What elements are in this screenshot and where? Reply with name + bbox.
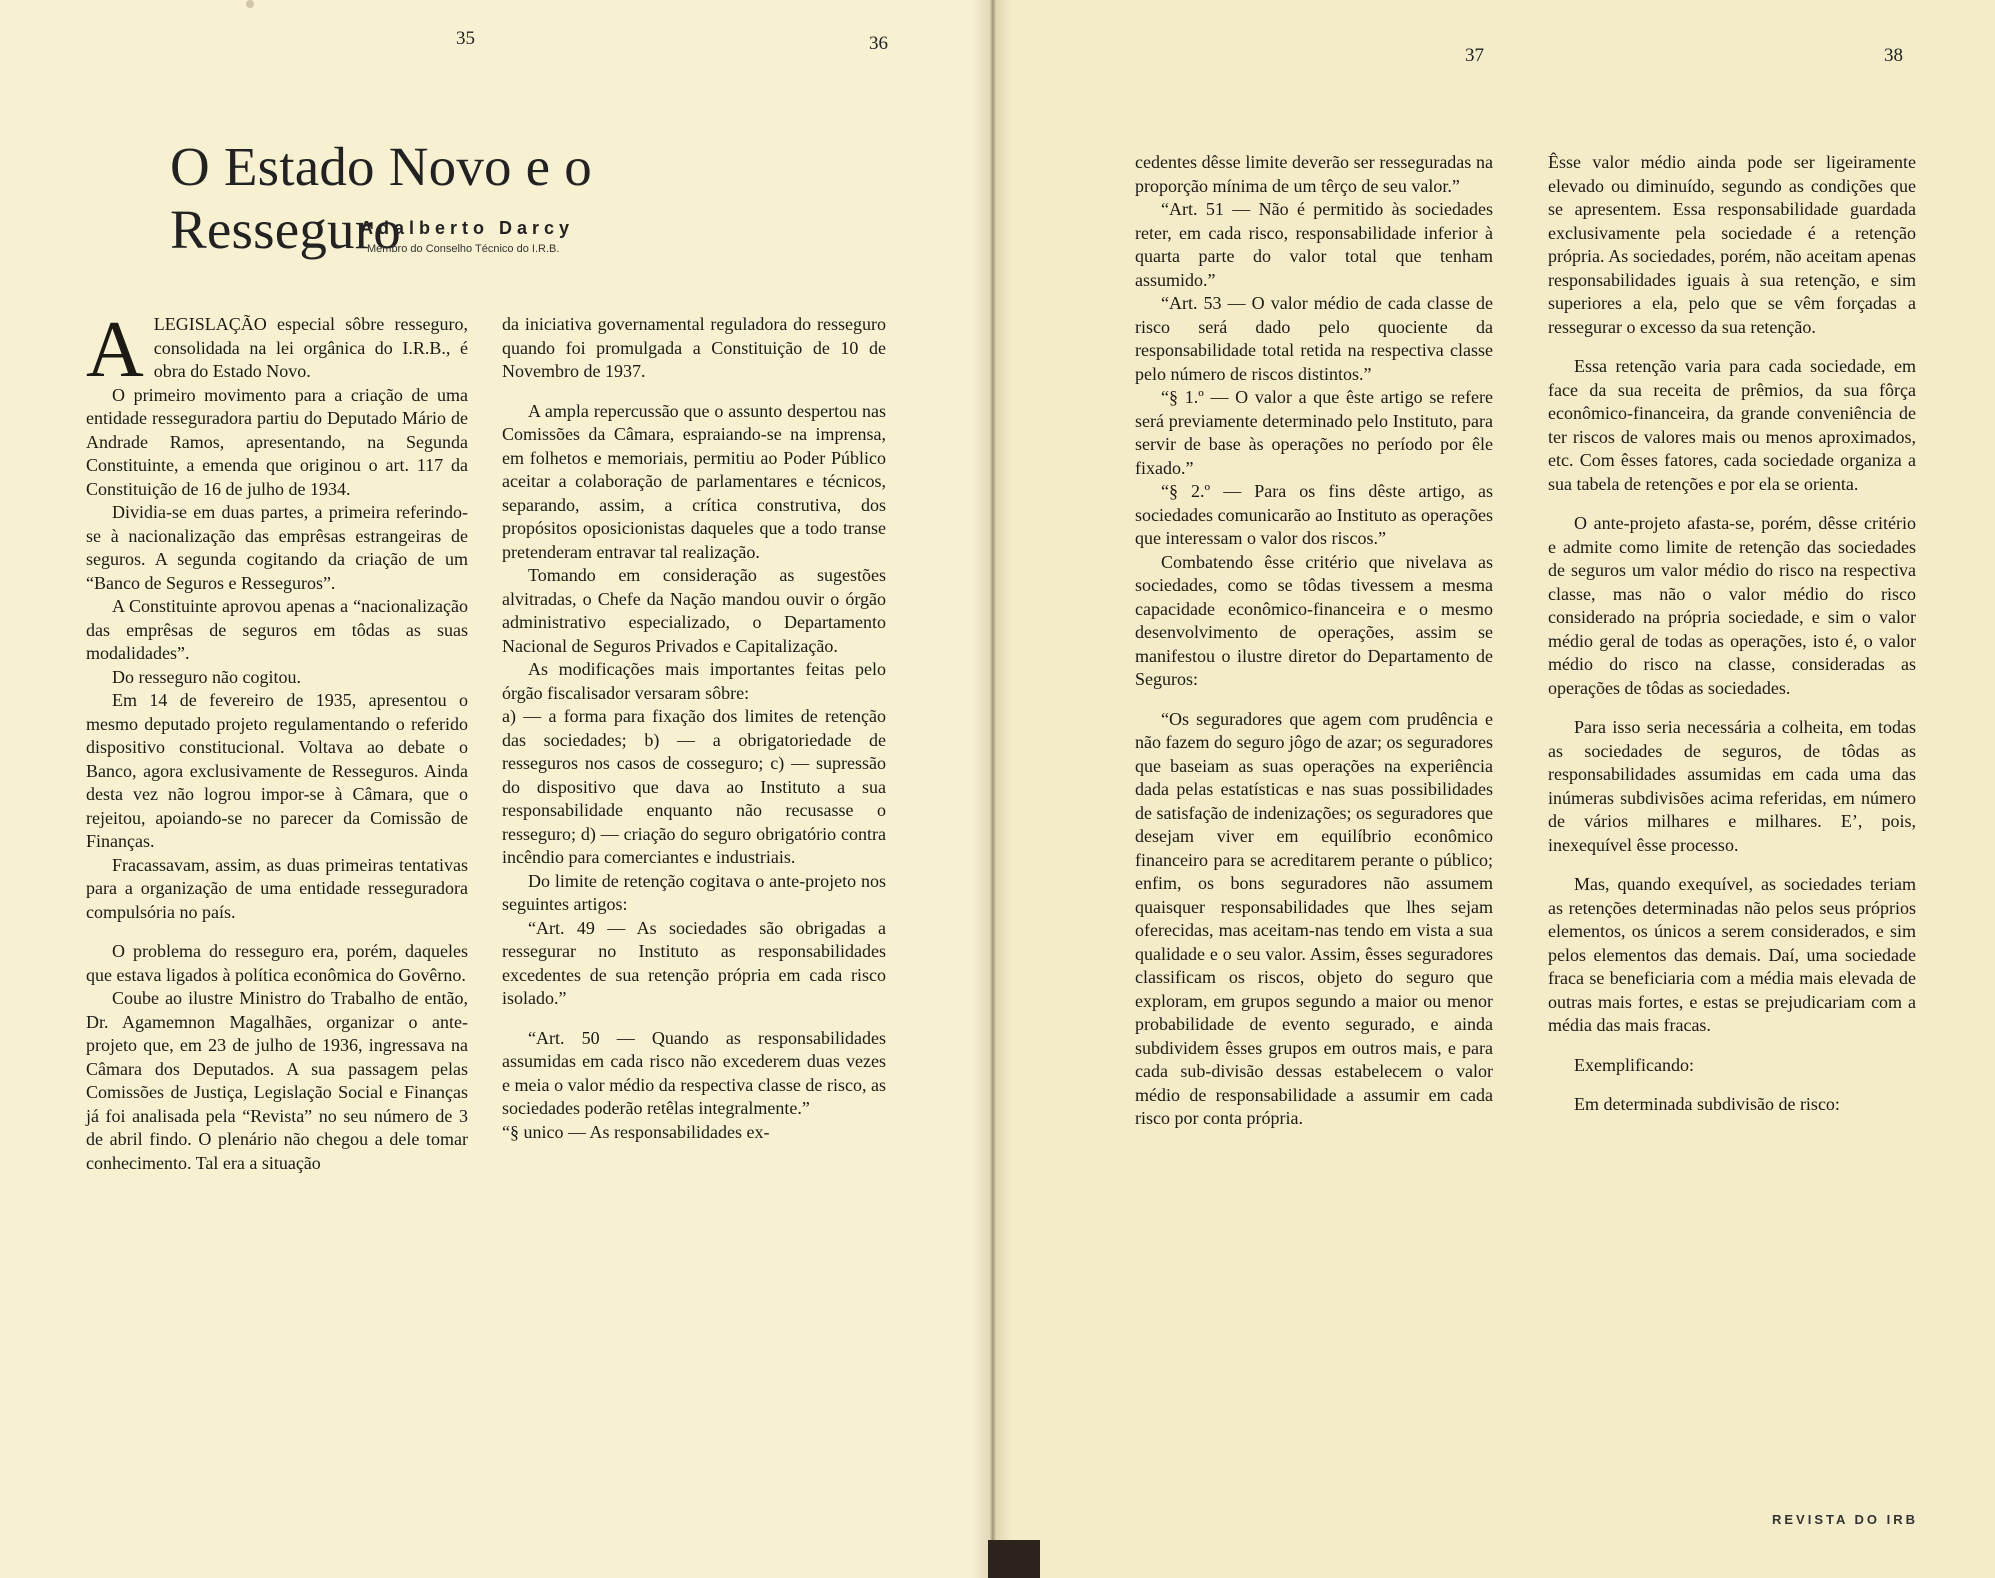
page-number-37: 37 [1465,45,1484,66]
page-number-35: 35 [456,28,475,49]
binding-gutter [972,0,1012,1578]
paragraph: a) — a forma para fixação dos limites de retenção das sociedades; b) — a obrigatoriedade de resseguros nos casos de cosseguro; c) — supressão do dispositivo que dava ao Instituto a sua responsabilidade enquanto não recusasse o resseguro; d) — criação do seguro obrigatório contra incêndio para comerciantes e industriais. [502,706,886,867]
quote-paragraph: “Os seguradores que agem com prudência e não fazem do seguro jôgo de azar; os seguradores que baseiam as suas operações na experiência dada pelas estatísticas e nas suas possibilidades de satisfação de indenizações; os seguradores que desejam viver em equilíbrio econômico financeiro para se acreditarem perante o público; enfim, os bons seguradores não assumem quaisquer responsabilidades que lhes sejam oferecidas, mas aceitam-nas tendo em vista a sua qualidade e o seu valor. Assim, êsses seguradores classificam os riscos, objeto do seguro que exploram, em grupos segundo a maior ou menor probabilidade de evento segurado, e ainda subdividem êsses grupos em outros mais, e para cada sub-divisão dessas estabelecem o valor médio de responsabilidade a assumir em cada risco por conta própria. [1135,708,1493,1128]
text-column-4 [1548,151,1916,1117]
page-number-38: 38 [1884,45,1903,66]
binding-shadow [988,1540,1040,1578]
paragraph: Mas, quando exequível, as sociedades teriam as retenções determinadas não pelos seus próprios elementos, os únicos a serem considerados, e sim pelos elementos das demais. Daí, uma sociedade fraca se beneficiaria com a média mais elevada de outras mais fortes, e estas se prejudicariam com a média das mais fracas. [1548,874,1916,1035]
quote-paragraph: “§ 2.º — Para os fins dêste artigo, as sociedades comunicarão ao Instituto as operações que interessam o valor dos riscos.” [1135,481,1493,548]
paragraph: As modificações mais importantes feitas pelo órgão fiscalisador versaram sôbre: [502,659,886,703]
paragraph: Coube ao ilustre Ministro do Trabalho de então, Dr. Agamemnon Magalhães, organizar o ante-projeto que, em 23 de julho de 1936, ingressava na Câmara dos Deputados. A sua passagem pelas Comissões de Justiça, Legislação Social e Finanças já foi analisada pela “Revista” no seu número de 3 de abril findo. O plenário não chegou a dele tomar conhecimento. Tal era a situação [86,988,468,1173]
paragraph: A LEGISLAÇÃO especial sôbre resseguro, consolidada na lei orgânica do I.R.B., é obra do Estado Novo. [86,306,468,394]
paper-speck [246,0,254,8]
paragraph: Essa retenção varia para cada sociedade, em face da sua receita de prêmios, da sua fôrça econômico-financeira, da grande conveniência de ter riscos de valores mais ou menos aproximados, etc. Com êsses fatores, cada sociedade organiza a sua tabela de retenções e por ela se orienta. [1548,356,1916,494]
paragraph: Em determinada subdivisão de risco: [1574,1094,1840,1114]
quote-paragraph: “Art. 53 — O valor médio de cada classe de risco será dado pelo quociente da responsabilidade total retida na respectiva classe pelo número de riscos distintos.” [1135,293,1493,384]
article-title: O Estado Novo e o Resseguro [170,136,592,260]
paragraph: O primeiro movimento para a criação de uma entidade resseguradora partiu do Deputado Mário de Andrade Ramos, apresentando, na Segunda Constituinte, a emenda que originou o art. 117 da Constituição de 16 de julho de 1934. [86,384,468,499]
paragraph: Exemplificando: [1574,1054,1694,1075]
paragraph: Para isso seria necessária a colheita, em todas as sociedades de seguros, de tôdas as responsabilidades assumidas em cada uma das inúmeras subdivisões acima referidas, em número de vários milhares e milhares. E’, pois, inexequível êsse processo. [1548,717,1916,855]
paragraph: Fracassavam, assim, as duas primeiras tentativas para a organização de uma entidade resseguradora compulsória no país. [86,854,468,922]
paragraph: Êsse valor médio ainda pode ser ligeiramente elevado ou diminuído, segundo as condições que se apresentem. Essa responsabilidade guardada exclusivamente pela sociedade é a retenção própria. As sociedades, porém, não aceitam apenas responsabilidades iguais à sua retenção, e sim superiores a ela, pelo que se vêm forçadas a ressegurar o excesso da sua retenção. [1548,152,1916,337]
quote-paragraph: “§ 1.º — O valor a que êste artigo se refere será previamente determinado pelo Instituto, para servir de base às operações no período por êle fixado.” [1135,387,1493,478]
paragraph: A Constituinte aprovou apenas a “nacionalização das emprêsas de seguros em tôdas as suas modalidades”. [86,596,468,663]
text-column-2 [502,313,886,1144]
paragraph: Dividia-se em duas partes, a primeira referindo-se à nacionalização das emprêsas estrangeiras de seguros. A segunda cogitando da criação de um “Banco de Seguros e Resseguros”. [86,502,468,593]
text-column-3 [1135,151,1493,1131]
quote-paragraph: “Art. 49 — As sociedades são obrigadas a ressegurar no Instituto as responsabilidades excedentes de sua retenção própria em cada risco isolado.” [502,917,886,1008]
paragraph: O ante-projeto afasta-se, porém, dêsse critério e admite como limite de retenção das sociedades de seguros um valor médio do risco na respectiva classe, mas não o valor médio do risco considerado na própria sociedade, e sim o valor médio geral de todas as operações, isto é, o valor médio do risco na classe, consideradas as operações de tôdas as sociedades. [1548,513,1916,698]
page-number-36: 36 [869,33,888,54]
paragraph: Do limite de retenção cogitava o ante-projeto nos seguintes artigos: [502,870,886,914]
quote-paragraph: “Art. 51 — Não é permitido às sociedades reter, em cada risco, responsabilidade inferior à quarta parte do valor total que tenham assumido.” [1135,199,1493,290]
text-column-1 [86,306,468,1175]
article-author: Adalberto Darcy [360,218,575,238]
drop-cap-letter: A [86,306,144,394]
paragraph: A ampla repercussão que o assunto despertou nas Comissões da Câmara, espraiando-se na imprensa, em folhetos e memoriais, permitiu ao Poder Público aceitar a colaboração de parlamentares e técnicos, separando, assim, a crítica construtiva, dos propósitos oposicionistas daqueles que a todo transe pretenderam entravar tal realização. [502,400,886,562]
quote-paragraph: “§ unico — As responsabilidades ex- [502,1121,770,1142]
paragraph: O problema do resseguro era, porém, daqueles que estava ligados à política econômica do Govêrno. [86,941,468,985]
quote-paragraph: “Art. 50 — Quando as responsabilidades assumidas em cada risco não excederem duas vezes e meia o valor médio da respectiva classe de risco, as sociedades poderão retêlas integralmente.” [502,1027,886,1118]
paragraph: Do resseguro não cogitou. [112,666,301,687]
paragraph: Em 14 de fevereiro de 1935, apresentou o mesmo deputado projeto regulamentando o referido dispositivo constitucional. Voltava ao debate o Banco, agora exclusivamente de Resseguros. Ainda desta vez não logrou impor-se à Câmara, que o rejeitou, apoiando-se no parecer da Comissão de Finanças. [86,690,468,851]
paragraph: Combatendo êsse critério que nivelava as sociedades, como se tôdas tivessem a mesma capacidade econômico-financeira e o mesmo desenvolvimento de operações, assim se manifestou o ilustre diretor do Departamento de Seguros: [1135,551,1493,689]
author-role: Membro do Conselho Técnico do I.R.B. [367,243,560,255]
paragraph: Tomando em consideração as sugestões alvitradas, o Chefe da Nação mandou ouvir o órgão administrativo especializado, o Departamento Nacional de Seguros Privados e Capitalização. [502,565,886,656]
quote-paragraph: cedentes dêsse limite deverão ser resseguradas na proporção mínima de um têrço de seu valor.” [1135,152,1493,196]
paragraph: da iniciativa governamental reguladora do resseguro quando foi promulgada a Constituição de 10 de Novembro de 1937. [502,314,886,381]
magazine-footer: REVISTA DO IRB [1772,1512,1919,1527]
